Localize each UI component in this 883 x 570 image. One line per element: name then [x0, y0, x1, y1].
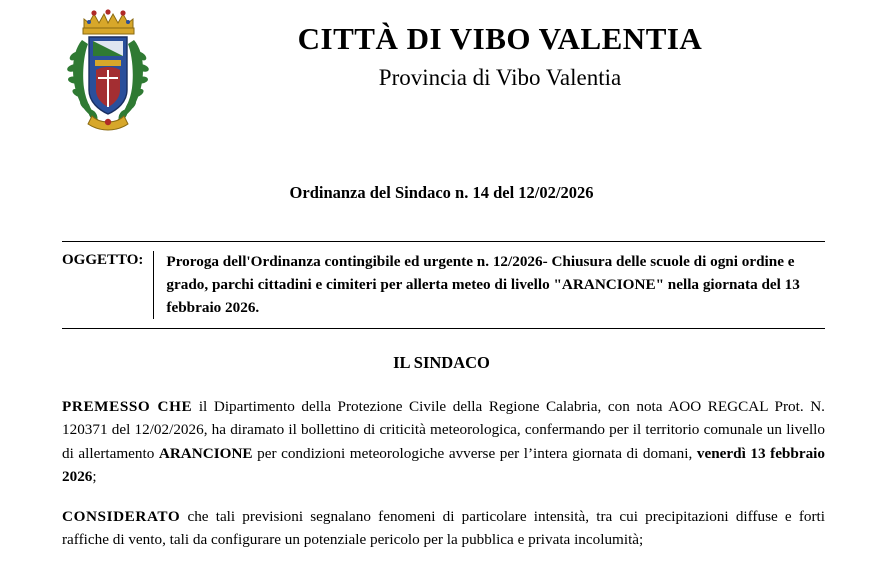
header-title-block	[170, 22, 830, 90]
ordinance-reference: Ordinanza del Sindaco n. 14 del 12/02/2026	[289, 183, 594, 202]
paragraph-emph-arancione: ARANCIONE	[158, 444, 253, 462]
document-header	[0, 0, 883, 140]
subject-label: OGGETTO:	[62, 252, 144, 268]
subject-row	[62, 242, 825, 328]
page-title: CITTÀ DI VIBO VALENTIA	[297, 21, 703, 56]
paragraph-lead-premesso-che: PREMESSO CHE	[62, 398, 193, 416]
subject-text: Proroga dell'Ordinanza contingibile ed urgente n. 12/2026- Chiusura delle scuole di ogni ordine e grado, parchi cittadini e cimiteri per allerta meteo di livello "ARANCIONE" nella giornata del 13 febbraio 2026.	[153, 251, 825, 319]
paragraph-premesso-che	[62, 395, 825, 487]
subject-bottom-divider	[62, 328, 825, 329]
paragraph-text-considerato: che tali previsioni segnalano fenomeni di particolare intensità, tra cui precipitazioni diffuse e forti raffiche di vento, tali da configurare un potenziale pericolo per la pubblica e privata incolumità;	[62, 507, 825, 548]
paragraph-text-part1: il Dipartimento della Protezione Civile della Regione Calabria, con nota AOO REGCAL Prot. N. 120371 del 12/02/2026, ha diramato il bollettino di criticità meteorologica, confermando per il territorio comunale un livello di allertamento	[62, 398, 825, 462]
document-body	[0, 395, 883, 551]
paragraph-emph-date: venerdì 13 febbraio 2026	[62, 444, 825, 485]
section-heading-mayor: IL SINDACO	[393, 353, 490, 373]
paragraph-lead-considerato: CONSIDERATO	[62, 507, 181, 525]
subject-block	[0, 241, 883, 329]
city-coat-of-arms-icon	[62, 6, 154, 134]
paragraph-text-part2: per condizioni meteorologiche avverse per l’intera giornata di domani,	[252, 444, 697, 462]
paragraph-considerato	[62, 505, 825, 551]
page-subtitle: Provincia di Vibo Valentia	[378, 65, 622, 91]
paragraph-text-part3: ;	[92, 467, 97, 485]
